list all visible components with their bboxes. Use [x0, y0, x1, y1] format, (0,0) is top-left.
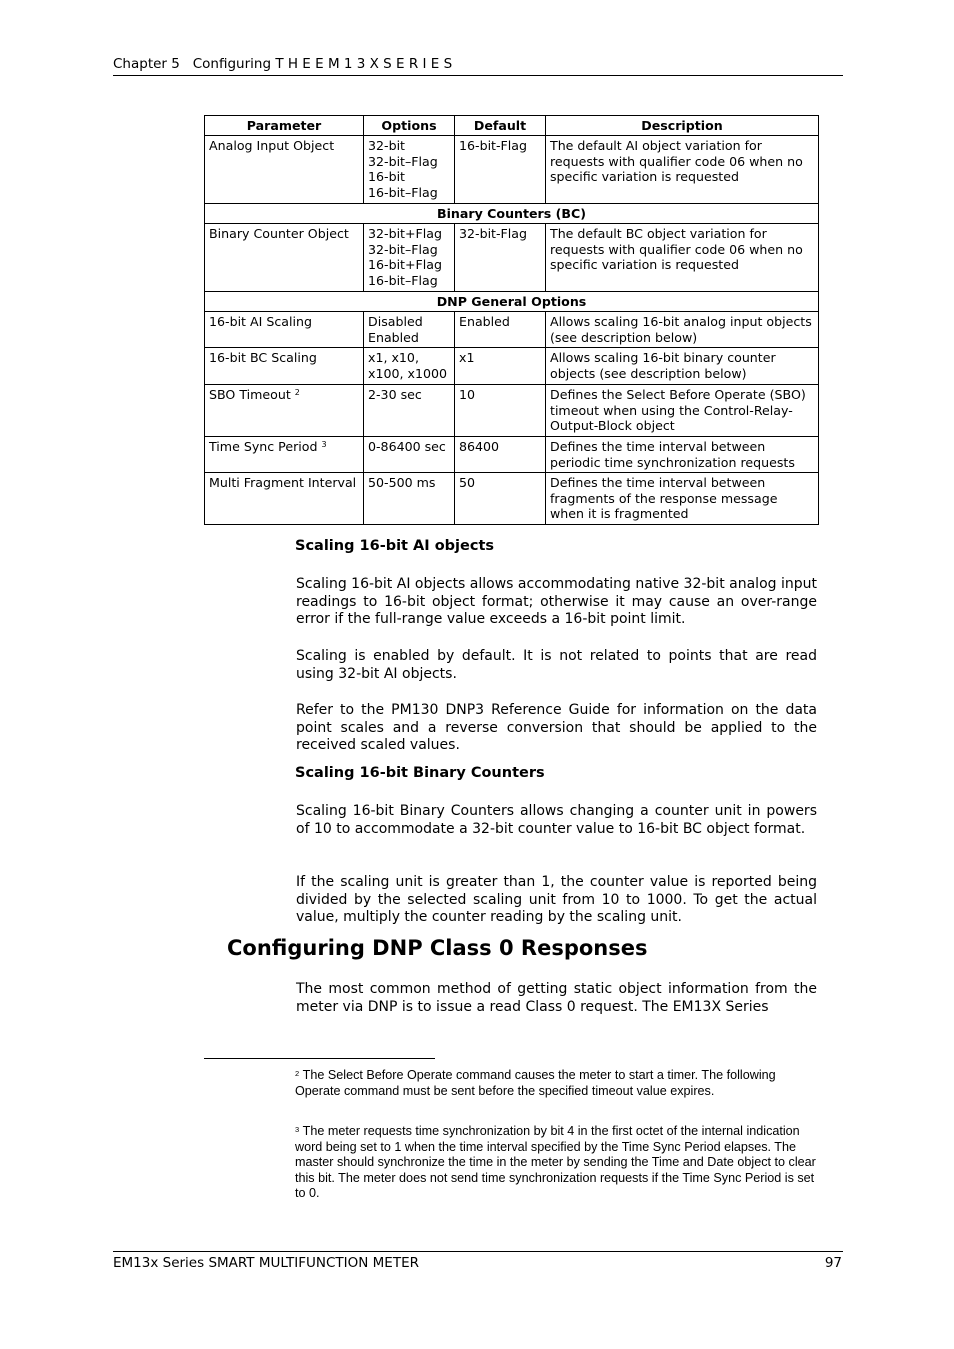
header-rule [113, 75, 843, 76]
footnote-3 [295, 1124, 817, 1202]
col-header-default: Default [455, 116, 546, 136]
cell-parameter: Multi Fragment Interval [205, 473, 364, 525]
table-section-row [205, 292, 819, 312]
cell-options: 50-500 ms [364, 473, 455, 525]
cell-options: x1, x10, x100, x1000 [364, 348, 455, 385]
cell-parameter: 16-bit BC Scaling [205, 348, 364, 385]
table-row [205, 348, 819, 385]
footnote-ref: 3 [321, 440, 327, 449]
cell-parameter: Analog Input Object [205, 136, 364, 204]
section-binary-counters: Binary Counters (BC) [205, 204, 819, 224]
ai-scaling-heading: Scaling 16-bit AI objects [295, 538, 495, 554]
table-row [205, 437, 819, 473]
table-row [205, 136, 819, 204]
footnote-mark: 3 [295, 1125, 300, 1134]
cell-parameter: 16-bit AI Scaling [205, 312, 364, 348]
footer-title: EM13x Series SMART MULTIFUNCTION METER [113, 1255, 419, 1271]
cell-default: Enabled [455, 312, 546, 348]
running-header [113, 56, 842, 72]
footnote-separator [204, 1058, 435, 1059]
cell-default: 32-bit-Flag [455, 224, 546, 292]
bc-scaling-paragraph-2: If the scaling unit is greater than 1, the counter value is reported being divided by the selected scaling unit from 10 to 1000. To get the actual value, multiply the counter reading by the scaling unit. [296, 874, 817, 926]
param-text: Time Sync Period [209, 439, 318, 454]
table-row [205, 473, 819, 525]
ai-scaling-paragraph-2: Scaling is enabled by default. It is not related to points that are read using 32-bit AI objects. [296, 648, 817, 682]
class0-section-heading: Configuring DNP Class 0 Responses [227, 936, 648, 960]
ai-scaling-paragraph-3: Refer to the PM130 DNP3 Reference Guide for information on the data point scales and a reverse conversion that should be applied to the received scaled values. [296, 702, 817, 754]
footnote-text: The meter requests time synchronization by bit 4 in the first octet of the internal indication word being set to 1 when the time interval specified by the Time Sync Period elapses. The master should synchronize the time in the meter by sending the Time and Date object to clear this bit. The meter does not send time synchronization requests if the Time Sync Period is set to 0. [295, 1124, 816, 1201]
footnote-mark: 2 [295, 1069, 300, 1078]
cell-default: 86400 [455, 437, 546, 473]
cell-parameter [205, 437, 364, 473]
cell-description: Defines the time interval between fragments of the response message when it is fragmented [546, 473, 819, 525]
section-dnp-general-options: DNP General Options [205, 292, 819, 312]
footer-rule [113, 1251, 843, 1252]
table-row [205, 312, 819, 348]
cell-default: 50 [455, 473, 546, 525]
cell-default: x1 [455, 348, 546, 385]
cell-parameter: Binary Counter Object [205, 224, 364, 292]
cell-options: 2-30 sec [364, 385, 455, 437]
parameters-table [204, 115, 819, 525]
col-header-description: Description [546, 116, 819, 136]
col-header-options: Options [364, 116, 455, 136]
header-chapter: Chapter 5 [113, 56, 180, 72]
page-number: 97 [824, 1255, 842, 1271]
table-row [205, 385, 819, 437]
bc-scaling-heading: Scaling 16-bit Binary Counters [295, 765, 545, 781]
cell-parameter [205, 385, 364, 437]
cell-description: Allows scaling 16-bit analog input objects (see description below) [546, 312, 819, 348]
footnote-text: The Select Before Operate command causes the meter to start a timer. The following Operate command must be sent before the specified timeout value expires. [295, 1068, 776, 1098]
cell-description: The default AI object variation for requests with qualifier code 06 when no specific variation is requested [546, 136, 819, 204]
cell-description: Allows scaling 16-bit binary counter objects (see description below) [546, 348, 819, 385]
cell-options: Disabled Enabled [364, 312, 455, 348]
table-section-row [205, 204, 819, 224]
cell-default: 16-bit-Flag [455, 136, 546, 204]
table-row [205, 224, 819, 292]
table-header-row [205, 116, 819, 136]
cell-options: 0-86400 sec [364, 437, 455, 473]
bc-scaling-paragraph-1: Scaling 16-bit Binary Counters allows changing a counter unit in powers of 10 to accommodate a 32-bit counter value to 16-bit BC object format. [296, 803, 817, 837]
cell-description: The default BC object variation for requests with qualifier code 06 when no specific variation is requested [546, 224, 819, 292]
class0-paragraph-1: The most common method of getting static object information from the meter via DNP is to issue a read Class 0 request. The EM13X Series [296, 981, 817, 1015]
col-header-parameter: Parameter [205, 116, 364, 136]
param-text: SBO Timeout [209, 387, 291, 402]
footnote-ref: 2 [294, 388, 300, 397]
cell-default: 10 [455, 385, 546, 437]
ai-scaling-paragraph-1: Scaling 16-bit AI objects allows accommodating native 32-bit analog input readings to 16-bit object format; otherwise it may cause an over-range error if the full-range value exceeds a 16-bit point limit. [296, 576, 817, 628]
header-title: Configuring T H E E M 1 3 X S E R I E S [192, 56, 453, 72]
cell-options: 32-bit 32-bit–Flag 16-bit 16-bit–Flag [364, 136, 455, 204]
cell-description: Defines the Select Before Operate (SBO) timeout when using the Control-Relay-Output-Block object [546, 385, 819, 437]
cell-options: 32-bit+Flag 32-bit–Flag 16-bit+Flag 16-bit–Flag [364, 224, 455, 292]
cell-description: Defines the time interval between periodic time synchronization requests [546, 437, 819, 473]
footnote-2 [295, 1068, 817, 1099]
